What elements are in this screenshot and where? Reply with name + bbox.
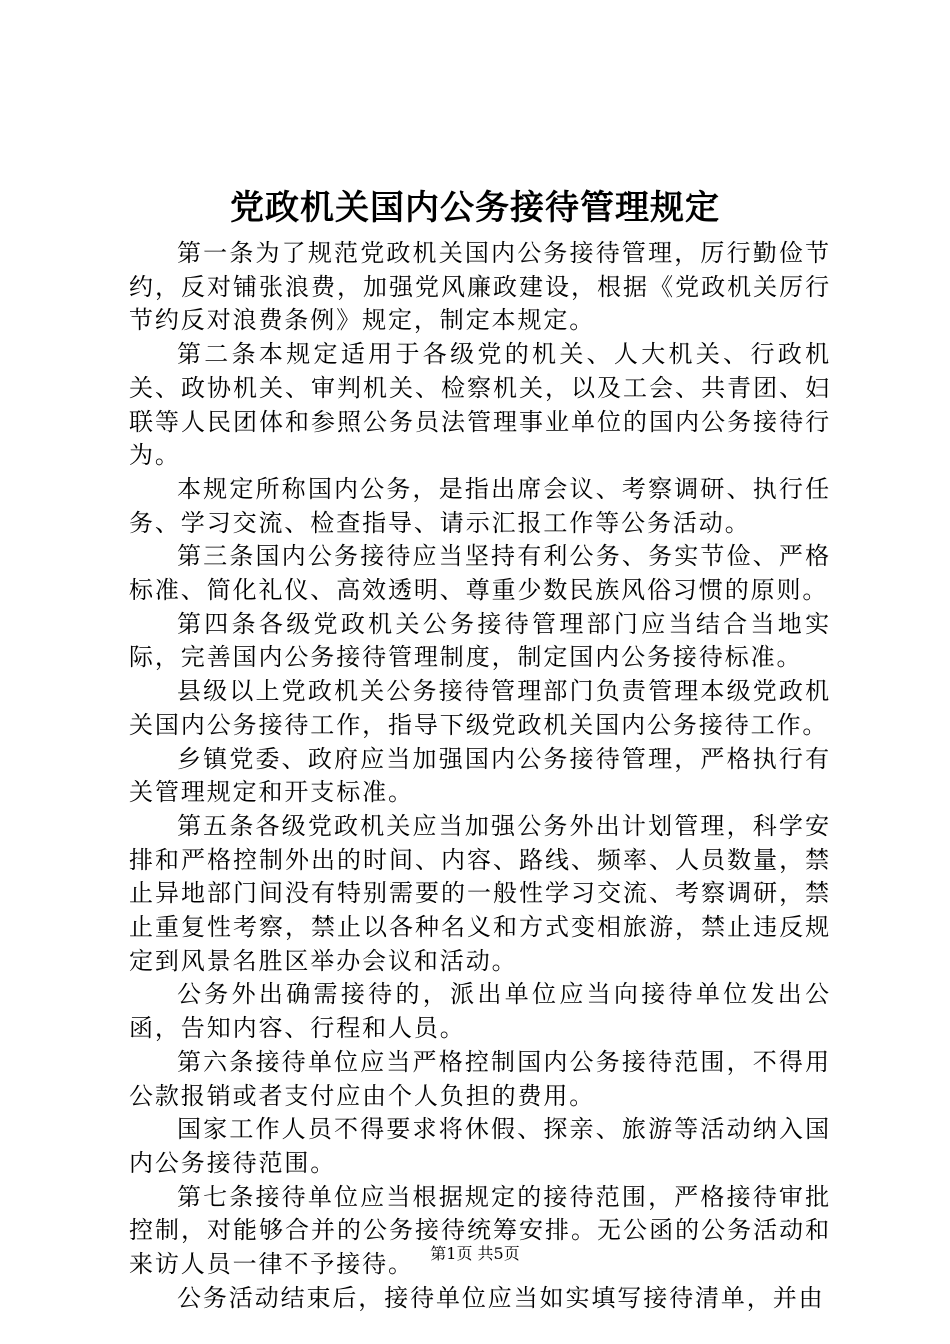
- paragraph-4: 第三条国内公务接待应当坚持有利公务、务实节俭、严格标准、简化礼仪、高效透明、尊重少数民族风俗习惯的原则。: [129, 542, 831, 605]
- paragraph-12: 第七条接待单位应当根据规定的接待范围，严格接待审批控制，对能够合并的公务接待统筹安排。无公函的公务活动和来访人员一律不予接待。: [129, 1182, 831, 1279]
- document-body: [129, 237, 831, 1316]
- paragraph-1: 第一条为了规范党政机关国内公务接待管理，厉行勤俭节约，反对铺张浪费，加强党风廉政建设，根据《党政机关厉行节约反对浪费条例》规定，制定本规定。: [129, 239, 831, 335]
- document-title: 党政机关国内公务接待管理规定: [230, 188, 720, 228]
- paragraph-5: 第四条各级党政机关公务接待管理部门应当结合当地实际，完善国内公务接待管理制度，制定国内公务接待标准。: [129, 609, 831, 672]
- paragraph-9: 公务外出确需接待的，派出单位应当向接待单位发出公函，告知内容、行程和人员。: [129, 980, 831, 1043]
- paragraph-10: 第六条接待单位应当严格控制国内公务接待范围，不得用公款报销或者支付应由个人负担的费用。: [129, 1047, 831, 1110]
- paragraph-2: 第二条本规定适用于各级党的机关、人大机关、行政机关、政协机关、审判机关、检察机关，以及工会、共青团、妇联等人民团体和参照公务员法管理事业单位的国内公务接待行为。: [129, 340, 831, 470]
- paragraph-8: 第五条各级党政机关应当加强公务外出计划管理，科学安排和严格控制外出的时间、内容、路线、频率、人员数量，禁止异地部门间没有特别需要的一般性学习交流、考察调研，禁止重复性考察，禁止以各种名义和方式变相旅游，禁止违反规定到风景名胜区举办会议和活动。: [129, 811, 831, 975]
- paragraph-7: 乡镇党委、政府应当加强国内公务接待管理，严格执行有关管理规定和开支标准。: [129, 744, 831, 807]
- paragraph-13: 公务活动结束后，接待单位应当如实填写接待清单，并由: [177, 1283, 825, 1312]
- paragraph-6: 县级以上党政机关公务接待管理部门负责管理本级党政机关国内公务接待工作，指导下级党政机关国内公务接待工作。: [129, 677, 831, 739]
- paragraph-11: 国家工作人员不得要求将休假、探亲、旅游等活动纳入国内公务接待范围。: [129, 1115, 831, 1177]
- paragraph-3: 本规定所称国内公务，是指出席会议、考察调研、执行任务、学习交流、检查指导、请示汇报工作等公务活动。: [129, 474, 831, 537]
- page-footer: 第1页 共5页: [430, 1244, 520, 1263]
